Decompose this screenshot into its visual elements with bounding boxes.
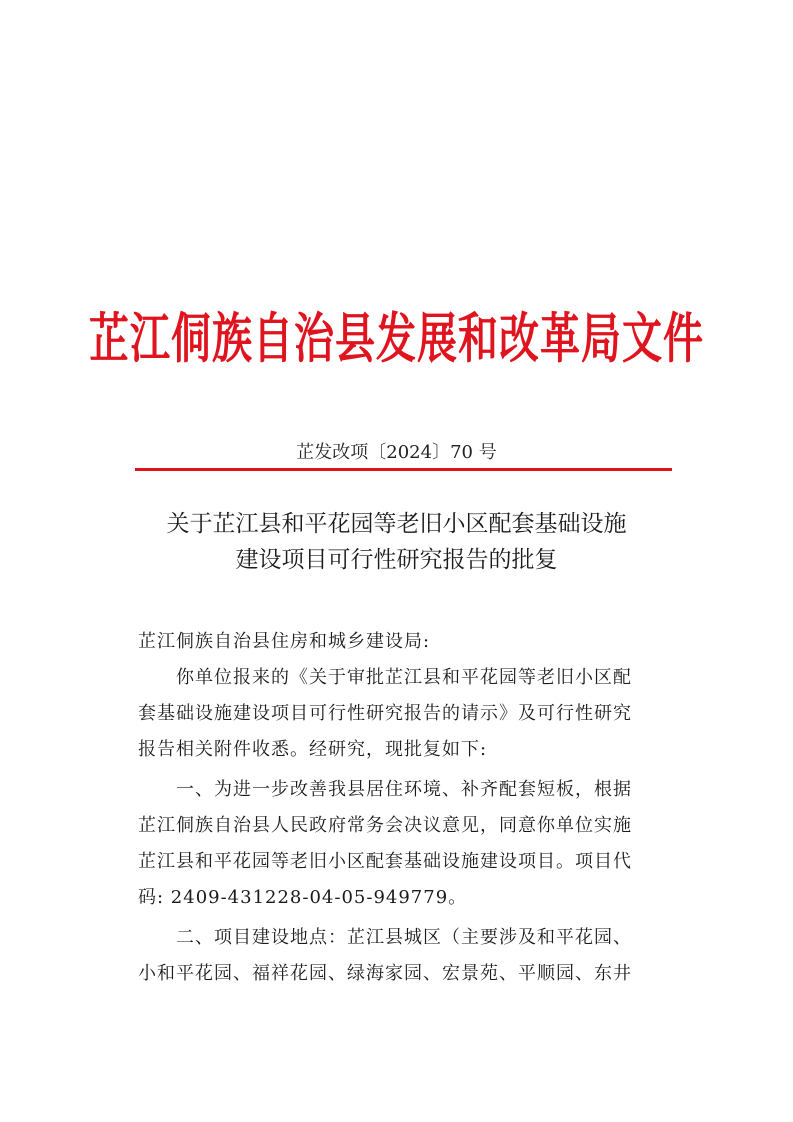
paragraph-2-line-4: 码: 2409-431228-04-05-949779。 — [138, 887, 468, 908]
recipient-line: 芷江侗族自治县住房和城乡建设局: — [138, 631, 431, 652]
document-title-line-2: 建设项目可行性研究报告的批复 — [235, 547, 558, 573]
document-title — [0, 506, 793, 578]
paragraph-3 — [138, 920, 658, 992]
issuing-authority-header: 芷江侗族自治县发展和改革局文件 — [89, 306, 704, 371]
paragraph-1-line-2: 套基础设施建设项目可行性研究报告的请示》及可行性研究 — [138, 703, 632, 724]
paragraph-1-line-1: 你单位报来的《关于审批芷江县和平花园等老旧小区配 — [176, 667, 632, 688]
red-separator-line — [135, 468, 672, 471]
paragraph-2 — [138, 772, 658, 916]
paragraph-1 — [138, 660, 658, 768]
document-number: 芷发改项〔2024〕70 号 — [296, 442, 497, 463]
paragraph-2-line-2: 芷江侗族自治县人民政府常务会决议意见，同意你单位实施 — [138, 815, 632, 836]
paragraph-2-line-3: 芷江县和平花园等老旧小区配套基础设施建设项目。项目代 — [138, 851, 632, 872]
paragraph-3-line-1: 二、项目建设地点：芷江县城区（主要涉及和平花园、 — [176, 927, 632, 948]
paragraph-2-line-1: 一、为进一步改善我县居住环境、补齐配套短板，根据 — [176, 779, 632, 800]
paragraph-3-line-2: 小和平花园、福祥花园、绿海家园、宏景苑、平顺园、东井 — [138, 963, 632, 984]
document-title-line-1: 关于芷江县和平花园等老旧小区配套基础设施 — [166, 511, 627, 537]
paragraph-1-line-3: 报告相关附件收悉。经研究，现批复如下: — [138, 739, 488, 760]
